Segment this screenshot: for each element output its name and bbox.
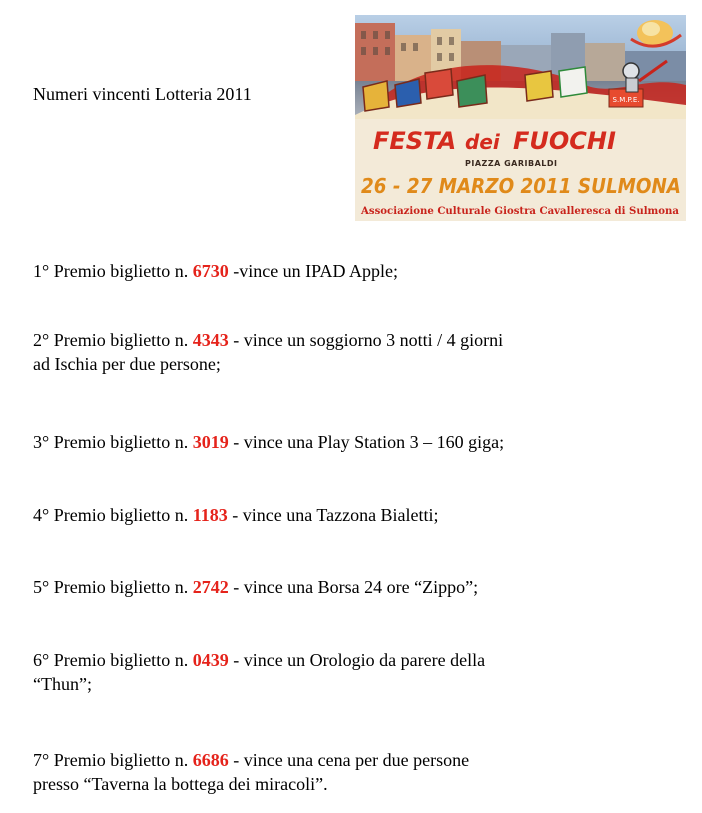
ticket-number: 2742 xyxy=(192,577,229,597)
banner-association: Associazione Culturale Giostra Cavalleresca di Sulmona xyxy=(359,206,680,217)
prize-7 xyxy=(33,748,653,796)
ticket-number: 6686 xyxy=(192,750,229,770)
prize-label: 5° Premio biglietto n. xyxy=(33,577,193,597)
prize-label: 3° Premio biglietto n. xyxy=(33,432,193,452)
prize-6 xyxy=(33,648,653,696)
prize-label: 6° Premio biglietto n. xyxy=(33,650,193,670)
ticket-number: 3019 xyxy=(192,432,229,452)
banner-illustration xyxy=(355,15,686,221)
prize-1 xyxy=(33,259,653,283)
prize-description-continued: “Thun”; xyxy=(33,674,92,694)
prize-5 xyxy=(33,575,653,599)
ticket-number: 4343 xyxy=(192,330,229,350)
prize-description-continued: presso “Taverna la bottega dei miracoli”. xyxy=(33,774,328,794)
prize-description: - vince una cena per due persone xyxy=(228,750,470,770)
prize-description-continued: ad Ischia per due persone; xyxy=(33,354,221,374)
page-heading: Numeri vincenti Lotteria 2011 xyxy=(33,84,252,104)
prize-label: 4° Premio biglietto n. xyxy=(33,505,193,525)
prize-2 xyxy=(33,328,653,376)
prize-description: -vince un IPAD Apple; xyxy=(228,261,399,281)
prize-label: 2° Premio biglietto n. xyxy=(33,330,193,350)
prize-label: 7° Premio biglietto n. xyxy=(33,750,193,770)
prize-description: - vince una Tazzona Bialetti; xyxy=(227,505,439,525)
prize-label: 1° Premio biglietto n. xyxy=(33,261,193,281)
banner-title-fuochi: FUOCHI xyxy=(513,127,616,155)
prize-description: - vince un Orologio da parere della xyxy=(228,650,486,670)
banner-title-dei: dei xyxy=(465,130,500,154)
prize-description: - vince una Borsa 24 ore “Zippo”; xyxy=(228,577,479,597)
banner-dates: 26 - 27 MARZO 2011 SULMONA xyxy=(361,174,681,198)
prize-4 xyxy=(33,503,653,527)
prize-description: - vince un soggiorno 3 notti / 4 giorni xyxy=(228,330,504,350)
banner-title-festa: FESTA xyxy=(373,127,457,155)
festa-dei-fuochi-banner xyxy=(355,15,686,221)
prize-3 xyxy=(33,430,653,454)
ticket-number: 6730 xyxy=(192,261,229,281)
flag-badge-text: S.M.P.E. xyxy=(612,96,640,104)
prize-description: - vince una Play Station 3 – 160 giga; xyxy=(228,432,505,452)
ticket-number: 0439 xyxy=(192,650,229,670)
ticket-number: 1183 xyxy=(192,505,228,525)
banner-location: PIAZZA GARIBALDI xyxy=(465,159,558,168)
